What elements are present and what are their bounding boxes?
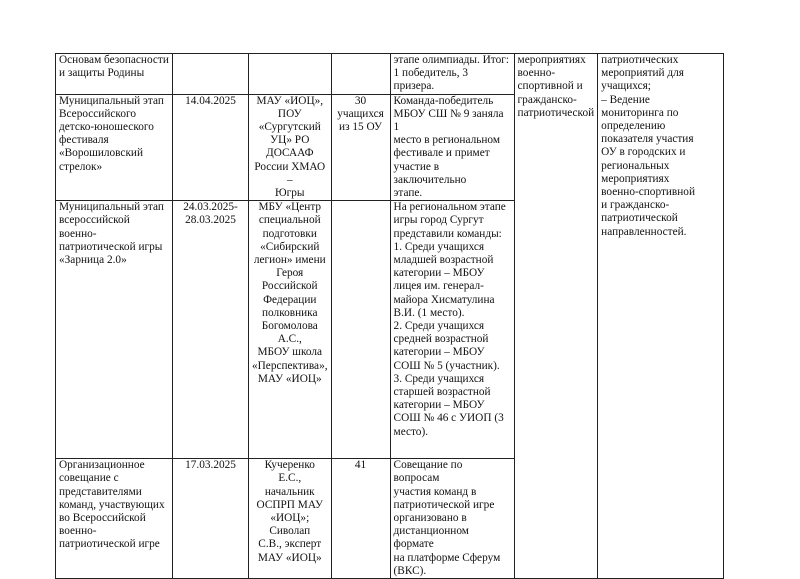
result-cell: Совещание по вопросам участия команд в патриотической игре организовано в дистанционном формате на платформе Сферум (ВКС). xyxy=(390,459,514,579)
organizer-cell: МАУ «ИОЦ», ПОУ «Сургутский УЦ» РО ДОСААФ России ХМАО – Югры xyxy=(249,94,332,201)
participants-cell xyxy=(331,54,390,95)
organizer-cell: МБУ «Центр специальной подготовки «Сибирский легион» имени Героя Российской Федерации полковника Богомолова А.С., МБОУ школа «Перспектива», МАУ «ИОЦ» xyxy=(249,201,332,459)
event-cell: Муниципальный этап Всероссийского детско-юношеского фестиваля «Ворошиловский стрелок» xyxy=(56,94,173,201)
participants-cell xyxy=(331,201,390,459)
tasks-cell: патриотических мероприятий для учащихся; – Ведение мониторинга по определению показателя участия ОУ в городских и региональных мероприятиях военно-спортивной и гражданско- патриотической направленностей. xyxy=(598,54,724,579)
date-cell: 14.04.2025 xyxy=(173,94,249,201)
date-cell: 17.03.2025 xyxy=(173,459,249,579)
result-cell: Команда-победитель МБОУ СШ № 9 заняла 1 место в региональном фестивале и примет участие в заключительно этапе. xyxy=(390,94,514,201)
result-cell: этапе олимпиады. Итог: 1 победитель, 3 призера. xyxy=(390,54,514,95)
organizer-cell xyxy=(249,54,332,95)
event-cell: Муниципальный этап всероссийской военно- патриотической игры «Зарница 2.0» xyxy=(56,201,173,459)
events-table xyxy=(55,53,724,579)
direction-cell: мероприятиях военно- спортивной и гражданско- патриотической xyxy=(514,54,598,579)
participants-cell: 41 xyxy=(331,459,390,579)
organizer-cell: Кучеренко Е.С., начальник ОСПРП МАУ «ИОЦ»; Сиволап С.В., эксперт МАУ «ИОЦ» xyxy=(249,459,332,579)
result-cell: На региональном этапе игры город Сургут представили команды: 1. Среди учащихся младшей возрастной категории – МБОУ лицея им. генерал- майора Хисматулина В.И. (1 место). 2. Среди учащихся средней возрастной категории – МБОУ СОШ № 5 (участник). 3. Среди учащихся старшей возрастной категории – МБОУ СОШ № 46 с УИОП (3 место). xyxy=(390,201,514,459)
event-cell: Основам безопасности и защиты Родины xyxy=(56,54,173,95)
event-cell: Организационное совещание с представителями команд, участвующих во Всероссийской военно- патриотической игре xyxy=(56,459,173,579)
participants-cell: 30 учащихся из 15 ОУ xyxy=(331,94,390,201)
date-cell xyxy=(173,54,249,95)
date-cell: 24.03.2025- 28.03.2025 xyxy=(173,201,249,459)
table-row xyxy=(56,54,724,95)
